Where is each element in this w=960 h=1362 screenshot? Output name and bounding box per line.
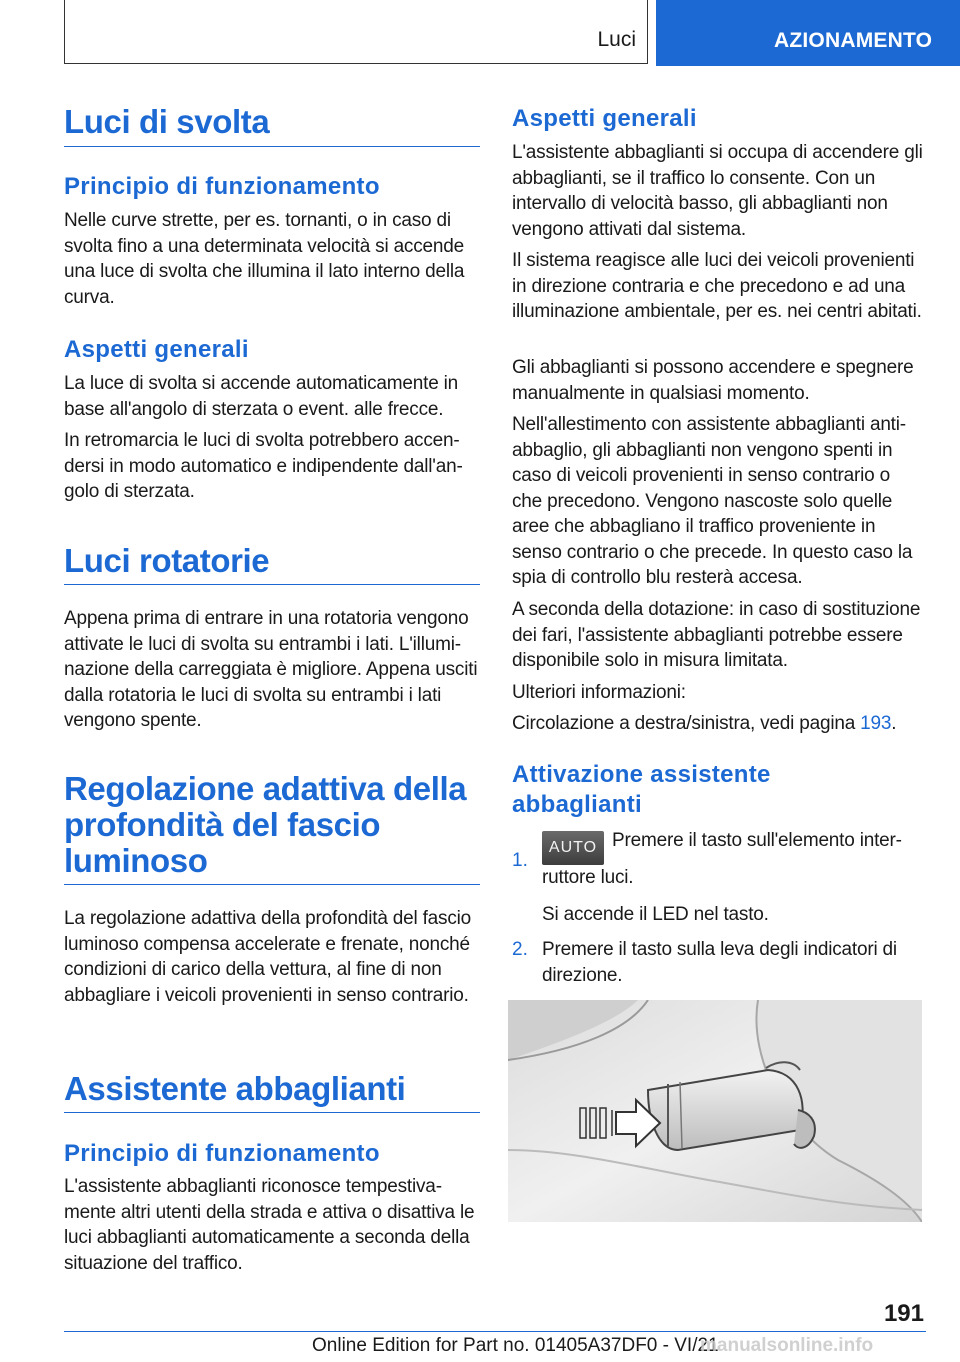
subheading-high-beam-principle: Principio di funzionamento [64,1140,380,1167]
paragraph-adaptive-range: La regolazione adattiva della profondità del fascio luminoso compensa accelerate e frenate, nonché condizioni di carico della vettura, al fine di non abbagliare i veicoli provenienti in senso contrario. [64,908,472,1006]
paragraph-right-5: A seconda della dotazione: in caso di sostituzione dei fari, l'assistente abbaglianti potrebbe essere disponibile solo in misura limitata. [512,599,921,671]
paragraph-general-2: In retromarcia le luci di svolta potrebbero accendersi in modo automatico e indipendente dall'angolo di sterzata. [64,430,463,502]
heading-high-beam-assistant: Assistente abbaglianti [64,1070,406,1107]
paragraph-right-3: Gli abbaglianti si possono accendere e spegnere manualmente in qualsiasi momento. [512,357,914,404]
footer-rule [64,1331,926,1332]
subheading-general: Aspetti generali [64,336,249,363]
header-box [64,0,648,64]
paragraph-right-6: Ulteriori informazioni: [512,682,686,703]
activation-steps [512,828,924,988]
step-2-number: 2. [512,939,528,960]
heading-rule [64,1112,480,1113]
page-number: 191 [883,1300,924,1327]
paragraph-right-2: Il sistema reagisce alle luci dei veicoli provenienti in direzione contraria e che precedono e ad una illuminazione ambientale, per es. nei centri abitati. [512,250,922,322]
paragraph-right-1: L'assistente abbaglianti si occupa di accendere gli abbaglianti, se il traffico lo consente. Con un intervallo di velocità basso, gli abbaglianti non vengono attivati dal sistema. [512,142,923,240]
step-2-text: Premere il tasto sulla leva degli indicatori di direzione. [542,939,897,986]
subheading-principle: Principio di funzionamento [64,173,380,200]
auto-headlight-button-icon: AUTO [542,831,604,865]
page-ref-link[interactable]: 193 [860,713,892,734]
step-1-number: 1. [512,850,528,871]
header-chapter-tab: AZIONAMENTO [656,0,960,66]
heading-rule [64,146,480,147]
subheading-general-right: Aspetti generali [512,105,697,132]
watermark: manualsonline.info [700,1335,874,1356]
step-1-text [542,828,922,891]
paragraph-principle: Nelle curve strette, per es. tornanti, o in caso di svolta fino a una determinata velocità si accende una luce di svolta che illumina il lato interno della curva. [64,210,465,308]
step-1-instruction: Premere il tasto sull'elemento interruttore luci. [542,830,902,888]
paragraph-roundabout: Appena prima di entrare in una rotatoria vengono attivate le luci di svolta su entrambi i lati. L'illuminazione della carreggiata è migliore. Appena usciti dalla rotatoria le luci di svolta su entrambi i lati vengono spente. [64,608,478,731]
heading-roundabout: Luci rotatorie [64,542,270,579]
heading-turn-lights: Luci di svolta [64,103,270,140]
page-ref-suffix: . [891,713,897,734]
paragraph-general-1: La luce di svolta si accende automaticamente in base all'angolo di sterzata o event. alle frecce. [64,373,459,420]
subheading-activation: Attivazione assistente abbaglianti [512,761,771,818]
edition-note: Online Edition for Part no. 01405A37DF0 - VI/21 [312,1335,719,1356]
paragraph-right-4: Nell'allestimento con assistente abbaglianti antiabbaglio, gli abbaglianti non vengono spenti in caso di veicoli provenienti in senso contrario o che precedono. Vengono nascoste solo quelle aree che abbagliano il traffico proveniente in senso contrario o che precede. In questo caso la spia di controllo blu resterà accesa. [512,414,913,588]
lever-drawing [508,1000,922,1222]
heading-adaptive-range: Regolazione adattiva della profondità del fascio luminoso [64,770,467,879]
paragraph-right-7 [512,711,924,737]
step-1-result: Si accende il LED nel tasto. [542,904,769,925]
header-section-title: Luci [597,28,636,51]
turn-signal-lever-illustration [508,1000,922,1222]
heading-rule [64,884,480,885]
page-ref-text: Circolazione a destra/sinistra, vedi pagina [512,713,861,734]
heading-rule [64,584,480,585]
paragraph-high-beam-principle: L'assistente abbaglianti riconosce tempestivamente altri utenti della strada e attiva o disattiva le luci abbaglianti automaticamente a seconda della situazione del traffico. [64,1176,475,1274]
